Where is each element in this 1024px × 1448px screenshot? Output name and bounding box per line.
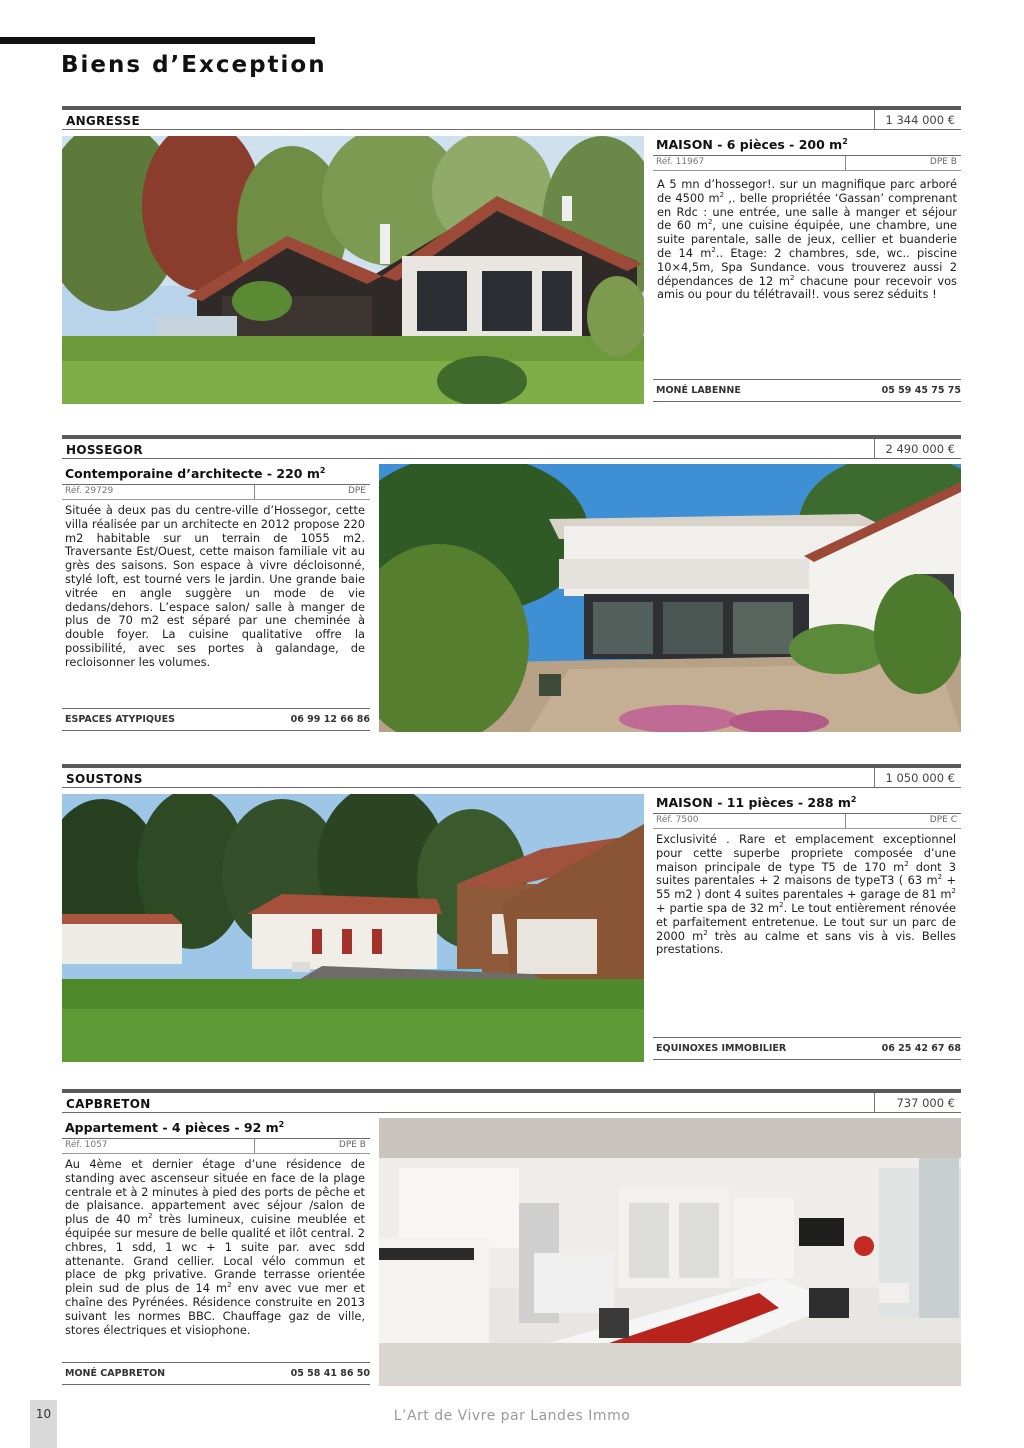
listing-photo: [62, 136, 644, 404]
listing-photo: [379, 1118, 961, 1386]
listing-info: [653, 793, 961, 1063]
listing-description: Située à deux pas du centre-ville d’Hossegor, cette villa réalisée par un architecte en 2012 propose 220 m2 habitable sur un terrain de 1055 m2. Traversante Est/Ouest, cette maison familiale vit au grès des saisons. Son espace à vivre décloisonné, stylé loft, est tourné vers le jardin. Une grande baie vitrée en angle suggère un mode de vie dedans/dehors. L’espace salon/ salle à manger de plus de 70 m2 est séparé par une cheminée à double foyer. La cuisine qualitative offre la possibilité, avec ses portes à galandage, de recloisonner les volumes.: [65, 503, 365, 669]
listing-price: 1 344 000 €: [874, 110, 961, 129]
listing-phone: 06 99 12 66 86: [290, 714, 370, 725]
listing-city: SOUSTONS: [66, 772, 143, 786]
listing-phone: 05 58 41 86 50: [290, 1368, 370, 1379]
listing-footer: [62, 1362, 370, 1385]
listing-phone: 06 25 42 67 68: [881, 1043, 961, 1054]
listing-soustons: [62, 764, 961, 1064]
listing-title: Contemporaine d’architecte - 220 $m^2$: [62, 464, 370, 485]
listing-phone: 05 59 45 75 75: [881, 385, 961, 396]
listing-hossegor: [62, 435, 961, 735]
page-heading: Biens d’Exception: [61, 52, 327, 78]
listing-city: ANGRESSE: [66, 114, 140, 128]
listing-ref: Réf. 29729: [65, 486, 114, 496]
listing-photo: [62, 794, 644, 1062]
listing-info: [62, 1118, 370, 1388]
page-footer: L’Art de Vivre par Landes Immo: [393, 1408, 631, 1424]
listing-dpe: DPE B: [929, 157, 957, 167]
listing-price: 2 490 000 €: [874, 439, 961, 458]
listing-agency: MONÉ LABENNE: [656, 385, 741, 396]
listing-agency: ESPACES ATYPIQUES: [65, 714, 175, 725]
listing-header: [62, 106, 961, 130]
listing-header: [62, 435, 961, 459]
listing-city: HOSSEGOR: [66, 443, 143, 457]
listing-photo: [379, 464, 961, 732]
listing-ref: Réf. 1057: [65, 1140, 108, 1150]
listing-ref: Réf. 11967: [656, 157, 705, 167]
listing-footer: [653, 379, 961, 402]
listing-info: [653, 135, 961, 405]
listing-capbreton: [62, 1089, 961, 1389]
listing-dpe: DPE C: [929, 815, 957, 825]
listing-title: Appartement - 4 pièces - 92 $m^2$: [62, 1118, 370, 1139]
listing-title: MAISON - 11 pièces - 288 $m^2$: [653, 793, 961, 814]
listing-price: 737 000 €: [874, 1093, 961, 1112]
listing-meta: [62, 485, 370, 500]
listing-title: MAISON - 6 pièces - 200 $m^2$: [653, 135, 961, 156]
listing-header: [62, 1089, 961, 1113]
listing-price: 1 050 000 €: [874, 768, 961, 787]
listing-description: A 5 mn d’hossegor!. sur un magnifique parc arboré de 4500 $m^2$ ,. belle propriétée ‘Gassan’ comprenant en Rdc : une entrée, une salle à manger et séjour de 60 $m^2$, une cuisine équipée, une chambre, une suite parentale, salle de jeux, cellier et buanderie de 14 $m^2$.. Etage: 2 chambres, sde, wc.. piscine 10×4,5m, Spa Sundance. vous trouverez aussi 2 dépendances de 12 $m^2$ chacune pour recevoir vos amis ou pour du télétravail!. vous serez séduits !: [657, 177, 957, 302]
listing-agency: MONÉ CAPBRETON: [65, 1368, 166, 1379]
listing-info: [62, 464, 370, 734]
listing-dpe: DPE: [347, 486, 366, 496]
listing-dpe: DPE B: [338, 1140, 366, 1150]
listing-agency: EQUINOXES IMMOBILIER: [656, 1043, 787, 1054]
page-number: 10: [35, 1407, 52, 1421]
listing-meta: [653, 156, 961, 171]
listing-ref: Réf. 7500: [656, 815, 699, 825]
listing-footer: [62, 708, 370, 731]
listing-meta: [653, 814, 961, 829]
listing-header: [62, 764, 961, 788]
listing-meta: [62, 1139, 370, 1154]
listing-description: Au 4ème et dernier étage d’une résidence de standing avec ascenseur située en face de la plage centrale et à 2 minutes à pied des ports de pêche et de plaisance. appartement avec séjour /salon de plus de 40 $m^2$ très lumineux, cuisine meublée et équipée sur mesure de belle qualité et ilôt central. 2 chbres, 1 sdd, 1 wc + 1 suite par. avec sdd attenante. Grand cellier. Local vélo commun et place de pkg privative. Grande terrasse orientée plein sud de plus de 14 $m^2$ env avec vue mer et chaîne des Pyrénées. Résidence construite en 2013 suivant les normes BBC. Chauffage gaz de ville, stores électriques et visiophone.: [65, 1157, 365, 1337]
listing-footer: [653, 1037, 961, 1060]
top-accent-bar: [0, 37, 315, 44]
listing-angresse: [62, 106, 961, 406]
listing-description: Exclusivité . Rare et emplacement exceptionnel pour cette superbe propriete composée d’une maison principale de type T5 de 170 $m^2$ dont 3 suites parentales + 2 maisons de typeT3 ( 63 $m^2 + 55$ m2 ) dont 4 suites parentales + garage de 81 $m^2$ + partie spa de 32 $m^2$. Le tout entièrement rénovée et parfaitement entretenue. Le tout sur un parc de 2000 $m^2$ très au calme et sans vis à vis. Belles prestations.: [656, 832, 957, 957]
listing-city: CAPBRETON: [66, 1097, 151, 1111]
